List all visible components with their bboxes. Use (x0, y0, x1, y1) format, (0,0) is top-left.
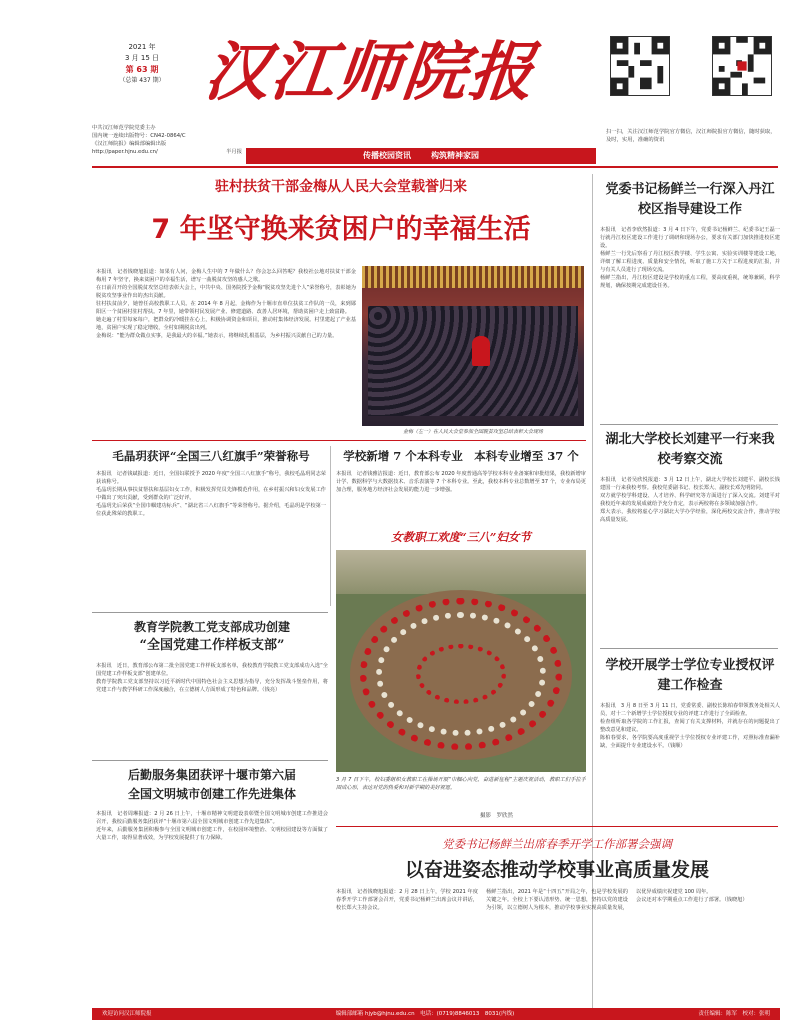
photo-feature-headline: 女教职工欢度“三八”妇女节 (391, 530, 531, 544)
right-top-body: 本报讯 记者李欣然报道：3 月 4 日下午，党委书记杨鲜兰、纪委书记王磊一行就丹江校区建设工作进行了调研和现场办公，要求有关部门加快推进校区建设。 杨鲜兰一行先后察看了丹江校区教学楼、学生公寓、实验实训楼等建设工地，详细了解工程进度、质量和安全情况，听取了施工方关于工程进度的汇报，并与有关人员进行了现场交流。 杨鲜兰指出，丹江校区建设是学校的重点工程，要高度重视，统筹兼顾，科学规划，确保按期完成建设任务。 (600, 227, 780, 289)
divider (600, 648, 778, 649)
lead-photo (362, 266, 584, 426)
footer-right: 责任编辑：陈军 校对：张明 (698, 1011, 770, 1017)
lower-story2-headline-l2: 全国文明城市创建工作先进集体 (127, 787, 296, 801)
slogan-bar (246, 148, 596, 164)
right-bottom-headline: 学校开展学士学位专业授权评建工作检查 (605, 658, 775, 693)
lower-story1-body: 本报讯 近日，教育部公布第二批全国党建工作样板支部名单，我校教育学院教工党支部成功入选“全国党建工作样板支部”创建单位。 教育学院教工党支部坚持以习近平新时代中国特色社会主义思想为指导，充分发挥战斗堡垒作用，将党建工作与教学科研工作深度融合，在立德树人方面形成了特色和品牌。（钱亮） (96, 663, 328, 693)
slogan-left: 传播校园资讯 (363, 151, 411, 160)
footer-center: 编辑部邮箱 hjyb@hjnu.edu.cn 电话：(0719)8846013 8031(内线) (335, 1011, 515, 1017)
newspaper-title: 汉江师院报 (201, 35, 539, 110)
womens-day-photo (336, 550, 586, 772)
date-year: 2021 年 (128, 43, 156, 51)
lower-story1-headline-l1: 教育学院教工党支部成功创建 (133, 620, 290, 634)
lower-story-2 (96, 766, 328, 878)
divider (92, 760, 328, 761)
bottom-headline: 以奋进姿态推动学校事业高质量发展 (404, 859, 709, 881)
mid-story-2 (336, 446, 586, 522)
frequency: 半月报 (226, 149, 242, 155)
qr-caption: 扫一扫，关注汉江师范学院官方微信，汉江师院报官方微信，随时获取，及时，实用，准确的资讯 (606, 129, 776, 143)
publisher-info (92, 124, 242, 156)
lead-kicker: 驻村扶贫干部金梅从人民大会堂载誉归来 (215, 179, 467, 195)
divider (92, 440, 586, 441)
mid-story1-body: 本报讯 记者钱斌报道：近日，全国妇联授予 2020 年度“全国三八红旗手”称号，我校毛晶玥同志荣获该称号。 毛晶玥长期从事扶贫帮扶和基层妇女工作，积极发挥党员先锋模范作用，在乡村振兴和妇女发展工作中做出了突出贡献，受到群众的广泛好评。 毛晶玥先后荣获“全国巾帼建功标兵”、“湖北省三八红旗手”等荣誉称号。据介绍，毛晶玥是学校第一位获此殊荣的教职工。 (96, 471, 326, 517)
cn-number: 国内统一连续出版物号：CN42-0864/C (92, 133, 186, 139)
slogan-right: 构筑精神家园 (431, 151, 479, 160)
date-day: 3 月 15 日 (124, 54, 160, 62)
website-link[interactable]: http://paper.hjnu.edu.cn/ (92, 149, 158, 155)
right-mid-body: 本报讯 记者吴欣悦报道：3 月 12 日上午，湖北大学校长刘建平、副校长钱建国一行来我校考察。我校党委副书记、校长郑大、副校长邓先明陪同。 双方就学校学科建设、人才培养、科学研究等方面进行了深入交流。刘建平对我校近年来的发展成就给予充分肯定，表示两校将在多领域加强合作。 郑大表示，我校将虚心学习湖北大学办学经验，深化两校交流合作，推动学校高质量发展。 (600, 477, 780, 523)
divider (600, 424, 778, 425)
divider (92, 612, 328, 613)
right-story-bottom (600, 656, 780, 832)
lower-story2-body: 本报讯 记者周琳报道：2 月 26 日上午，十堰市精神文明建设表彰暨全国文明城市创建工作推进会召开，我校后勤服务集团获评“十堰市第六届全国文明城市创建工作先进集体”。 近年来，后勤服务集团积极参与全国文明城市创建工作，在校园环境整治、文明校园建设等方面做了大量工作，取得显著成效，为学校发展提供了有力保障。 (96, 811, 328, 841)
lead-body: 本报讯 记者钱晓旭报道：如果有人问，金梅人生中的 7 年做什么？你会怎么回答呢？我校社公地对扶贫干部金梅用 7 年坚守，换来贫困户的幸福生活，谱写一曲脱贫攻坚的感人之歌。 在日前召开的全国脱贫攻坚总结表彰大会上，中共中央、国务院授予金梅“脱贫攻坚先进个人”荣誉称号，表彰她为脱贫攻坚事业作出的杰出贡献。 驻村扶贫前夕，她曾任高校教职工人员。在 2014 年 8 月起，金梅作为十堰市直单位扶贫工作队的一员，来到郧阳区一个贫困村驻村帮扶。7 年里，她带领村民发展产业、修建道路、改善人居环境，帮助贫困户走上致富路。 她走遍了村里每家每户，把群众的冷暖挂在心上，积极协调资金和项目，推动村集体经济发展。村里建起了产业基地，贫困户实现了稳定增收，全村如期脱贫出列。 金梅说：“能为群众做点实事，是我最大的幸福。”她表示，将继续扎根基层，为乡村振兴贡献自己的力量。 (96, 269, 356, 339)
editor: 《汉江师院报》编辑部编辑出版 (92, 141, 167, 147)
divider (336, 826, 778, 827)
mid-story-1 (96, 446, 326, 598)
right-bottom-body: 本报讯 3 月 8 日至 3 月 11 日，党委常委、副校长陈柏春带领教务处相关人员，对十二个新增学士学位授权专业的评建工作进行了全面检查。 检查组听取各学院的工作汇报，查阅了有关支撑材料，并就存在的问题提出了整改意见和建议。 陈柏春要求，各学院要高度重视学士学位授权专业评建工作，对照标准查漏补缺，全面提升专业建设水平。（钱顺） (600, 703, 780, 749)
right-mid-headline: 湖北大学校长刘建平一行来我校考察交流 (605, 432, 775, 467)
photo-feature-caption: 3 月 7 日下午，校妇委组织女教职工在操场开展“巾帼心向党，奋进新征程”主题庆祝活动，教职工们手拉手围成心形，表达对党的热爱和对新学期的美好祝愿。 (336, 777, 586, 791)
lower-story-1 (96, 618, 328, 760)
masthead (0, 0, 800, 160)
date-block (112, 42, 172, 85)
right-story-top (600, 180, 780, 428)
qr-code-left (610, 36, 670, 96)
issue-total: （总第 437 期） (119, 77, 165, 84)
mid-story2-body: 本报讯 记者钱雅洁报道：近日，教育部公布 2020 年度普通高等学校本科专业备案和审批结果，我校新增审计学、数据科学与大数据技术、音乐表演等 7 个本科专业。至此，我校本科专业总数增至 37 个，专业布局更加合理，服务地方经济社会发展的能力进一步增强。 (336, 471, 586, 493)
masthead-rule (92, 166, 778, 168)
divider (330, 446, 331, 606)
lower-story1-headline-l2: “全国党建工作样板支部” (139, 638, 285, 653)
right-story-mid (600, 430, 780, 648)
bottom-body: 本报讯 记者钱晓旭报道：2 月 28 日上午，学校 2021 年度春季开学工作部署会召开，党委书记杨鲜兰出席会议并讲话，校长郑大主持会议。 杨鲜兰指出，2021 年是“十四五”开局之年，也是学校发展的关键之年。全校上下要认清形势、统一思想，坚持以党的建设为引领，以立德树人为根本，推动学校事业实现高质量发展，以优异成绩庆祝建党 100 周年。 会议还对本学期重点工作进行了部署。（钱晓旭） (336, 889, 748, 911)
mid-story2-headline: 学校新增 7 个本科专业 本科专业增至 37 个 (343, 449, 579, 463)
right-top-headline-l1: 党委书记杨鲜兰一行深入丹江校区指导建设工作 (605, 182, 775, 217)
issue-number: 第 63 期 (125, 65, 159, 74)
photo-credit: 摄影 罗欣然 (480, 813, 514, 819)
publisher: 中共汉江师范学院党委主办 (92, 125, 156, 131)
lead-photo-caption: 金梅（左一）在人民大会堂参加全国脱贫攻坚总结表彰大会现场 (402, 429, 543, 435)
qr-code-right (712, 36, 772, 96)
lower-story2-headline-l1: 后勤服务集团获评十堰市第六届 (127, 768, 296, 782)
footer (92, 1008, 780, 1020)
lead-headline: 7 年坚守换来贫困户的幸福生活 (151, 214, 531, 245)
footer-left: 欢迎访问汉江师院报 (102, 1011, 152, 1017)
bottom-kicker: 党委书记杨鲜兰出席春季开学工作部署会强调 (442, 837, 672, 851)
mid-story1-headline: 毛晶玥获评“全国三八红旗手”荣誉称号 (112, 449, 310, 463)
